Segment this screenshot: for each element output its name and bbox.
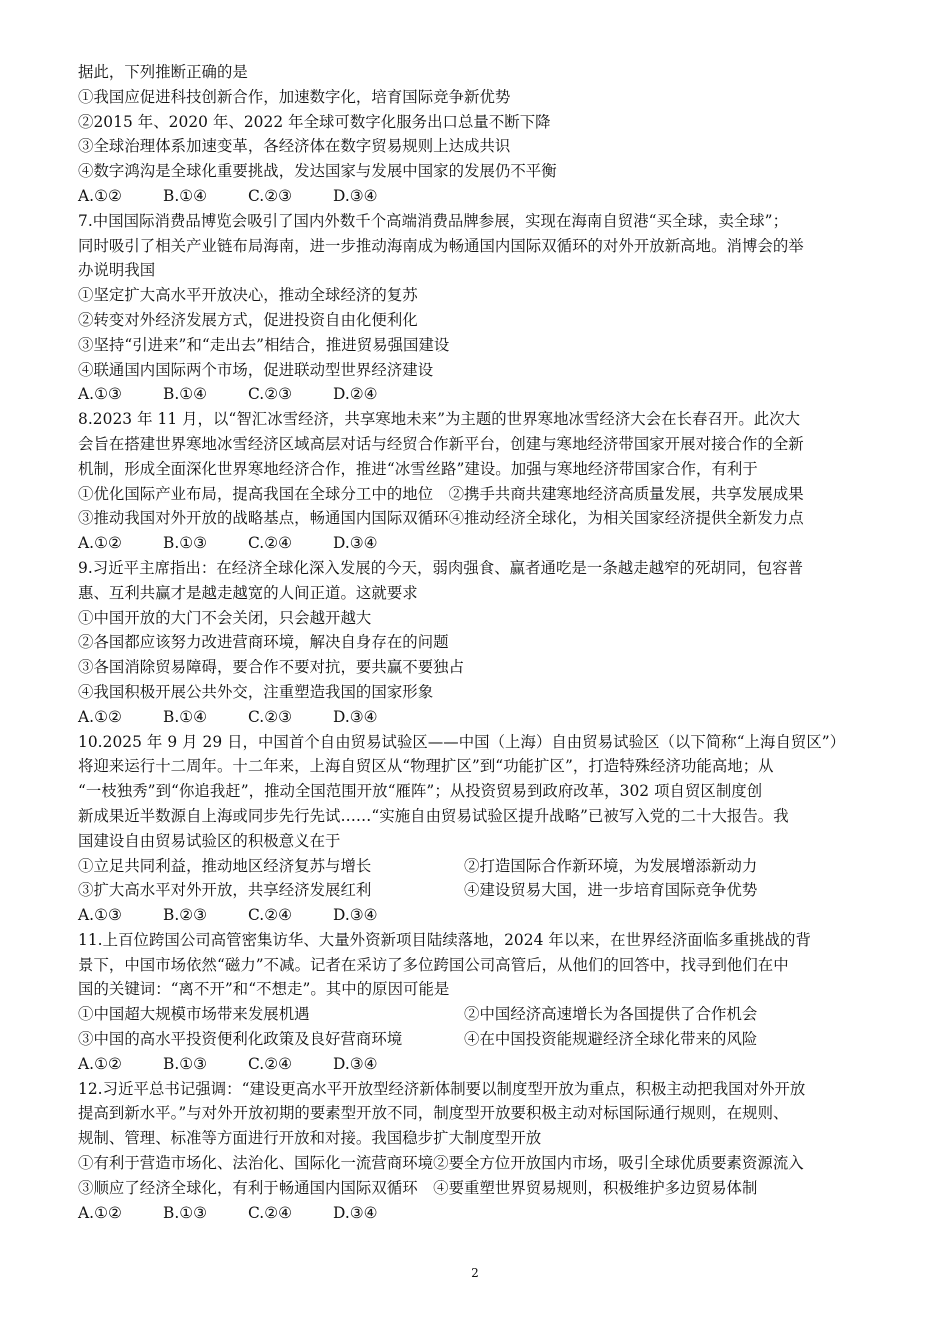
q11-stem: 国的关键词：“离不开”和“不想走”。其中的原因可能是: [78, 980, 450, 999]
q6-item: ③全球治理体系加速变革，各经济体在数字贸易规则上达成共识: [78, 137, 511, 156]
q10-options: [78, 903, 878, 928]
q12-stem: 规制、管理、标准等方面进行开放和对接。我国稳步扩大制度型开放: [78, 1129, 542, 1148]
q10-items-row: [78, 854, 878, 879]
option-d: D.③④: [333, 906, 378, 925]
q11-items-row: [78, 1002, 878, 1027]
q6-item: ④数字鸿沟是全球化重要挑战，发达国家与发展中国家的发展仍不平衡: [78, 162, 557, 181]
q11-stem: 11.上百位跨国公司高管密集访华、大量外资新项目陆续落地，2024 年以来，在世界经济面临多重挑战的背: [78, 930, 811, 949]
option-c: C.②③: [248, 707, 292, 726]
option-c: C.②④: [248, 1054, 292, 1073]
q6-item: ①我国应促进科技创新合作，加速数字化，培育国际竞争新优势: [78, 87, 511, 106]
q10-stem: 10.2025 年 9 月 29 日，中国首个自由贸易试验区——中国（上海）自由贸易试验区（以下简称“上海自贸区”）: [78, 732, 846, 751]
q10-items-row: [78, 878, 878, 903]
q6-options: [78, 184, 878, 209]
option-c: C.②④: [248, 1203, 292, 1222]
q12-item: ①有利于营造市场化、法治化、国际化一流营商环境②要全方位开放国内市场，吸引全球优质要素资源流入: [78, 1154, 804, 1173]
q11-item: ①中国超大规模市场带来发展机遇: [78, 1005, 310, 1024]
q7-stem: 7.中国国际消费品博览会吸引了国内外数千个高端消费品牌参展，实现在海南自贸港“买全球，卖全球”；: [78, 211, 789, 230]
q11-stem: 景下，中国市场依然“磁力”不减。记者在采访了多位跨国公司高管后，从他们的回答中，找寻到他们在中: [78, 955, 789, 974]
option-d: D.③④: [333, 1203, 378, 1222]
q12-stem: 12.习近平总书记强调：“建设更高水平开放型经济新体制要以制度型开放为重点，积极主动把我国对外开放: [78, 1079, 806, 1098]
q9-options: [78, 705, 878, 730]
option-a: A.①②: [78, 534, 122, 553]
q10-item: ①立足共同利益，推动地区经济复苏与增长: [78, 856, 372, 875]
q10-stem: 将迎来运行十二周年。十二年来，上海自贸区从“物理扩区”到“功能扩区”，打造特殊经济功能高地；从: [78, 757, 774, 776]
option-b: B.①④: [163, 186, 207, 205]
q7-item: ②转变对外经济发展方式，促进投资自由化便利化: [78, 310, 418, 329]
q11-options: [78, 1052, 878, 1077]
q9-item: ②各国都应该努力改进营商环境，解决自身存在的问题: [78, 633, 449, 652]
option-a: A.①②: [78, 1054, 122, 1073]
option-c: C.②④: [248, 534, 292, 553]
page-number: 2: [471, 1266, 479, 1280]
q8-stem: 机制，形成全面深化世界寒地经济合作，推进“冰雪丝路”建设。加强与寒地经济带国家合作，有利于: [78, 459, 758, 478]
q12-item: ③顺应了经济全球化，有利于畅通国内国际双循环 ④要重塑世界贸易规则，积极维护多边贸易体制: [78, 1178, 758, 1197]
option-b: B.①③: [163, 1203, 207, 1222]
q7-stem: 办说明我国: [78, 261, 156, 280]
option-c: C.②④: [248, 906, 292, 925]
q9-item: ①中国开放的大门不会关闭，只会越开越大: [78, 608, 372, 627]
exam-page: [78, 60, 878, 1225]
q8-item: ③推动我国对外开放的战略基点，畅通国内国际双循环④推动经济全球化，为相关国家经济提供全新发力点: [78, 509, 804, 528]
option-d: D.③④: [333, 707, 378, 726]
q10-stem: “一枝独秀”到“你追我赶”，推动全国范围开放“雁阵”；从投资贸易到政府改革，302 项自贸区制度创: [78, 782, 763, 801]
option-d: D.③④: [333, 534, 378, 553]
option-d: D.②④: [333, 385, 378, 404]
q7-options: [78, 382, 878, 407]
q9-stem: 惠、互利共赢才是越走越宽的人间正道。这就要求: [78, 583, 418, 602]
option-c: C.②③: [248, 385, 292, 404]
option-b: B.②③: [163, 906, 207, 925]
option-c: C.②③: [248, 186, 292, 205]
option-b: B.①④: [163, 385, 207, 404]
q10-stem: 新成果近半数源自上海或同步先行先试……“实施自由贸易试验区提升战略”已被写入党的二十大报告。我: [78, 806, 789, 825]
q10-item: ②打造国际合作新环境，为发展增添新动力: [464, 856, 758, 875]
q11-item: ④在中国投资能规避经济全球化带来的风险: [464, 1030, 758, 1049]
q11-item: ②中国经济高速增长为各国提供了合作机会: [464, 1005, 758, 1024]
option-b: B.①③: [163, 534, 207, 553]
q9-item: ③各国消除贸易障碍，要合作不要对抗，要共赢不要独占: [78, 658, 465, 677]
q12-stem: 提高到新水平。”与对外开放初期的要素型开放不同，制度型开放要积极主动对标国际通行规则，在规则、: [78, 1104, 789, 1123]
q7-item: ③坚持“引进来”和“走出去”相结合，推进贸易强国建设: [78, 335, 450, 354]
q6-item: ②2015 年、2020 年、2022 年全球可数字化服务出口总量不断下降: [78, 112, 551, 131]
q7-item: ④联通国内国际两个市场，促进联动型世界经济建设: [78, 360, 434, 379]
option-a: A.①②: [78, 1203, 122, 1222]
q11-item: ③中国的高水平投资便利化政策及良好营商环境: [78, 1030, 403, 1049]
option-a: A.①②: [78, 707, 122, 726]
q8-item: ①优化国际产业布局，提高我国在全球分工中的地位 ②携手共商共建寒地经济高质量发展，共享发展成果: [78, 484, 804, 503]
option-a: A.①③: [78, 385, 122, 404]
q9-item: ④我国积极开展公共外交，注重塑造我国的国家形象: [78, 682, 434, 701]
q6-tail: 据此，下列推断正确的是: [78, 63, 248, 81]
q7-item: ①坚定扩大高水平开放决心，推动全球经济的复苏: [78, 286, 418, 305]
option-d: D.③④: [333, 1054, 378, 1073]
option-b: B.①④: [163, 707, 207, 726]
q8-stem: 会旨在搭建世界寒地冰雪经济区域高层对话与经贸合作新平台，创建与寒地经济带国家开展对接合作的全新: [78, 434, 804, 453]
q12-options: [78, 1201, 878, 1226]
option-a: A.①②: [78, 186, 122, 205]
q8-stem: 8.2023 年 11 月，以“智汇冰雪经济，共享寒地未来”为主题的世界寒地冰雪经济大会在长春召开。此次大: [78, 410, 801, 429]
q9-stem: 9.习近平主席指出：在经济全球化深入发展的今天，弱肉强食、赢者通吃是一条越走越窄的死胡同，包容普: [78, 558, 804, 577]
option-a: A.①③: [78, 906, 122, 925]
q7-stem: 同时吸引了相关产业链布局海南，进一步推动海南成为畅通国内国际双循环的对外开放新高地。消博会的举: [78, 236, 804, 255]
q11-items-row: [78, 1027, 878, 1052]
option-b: B.①③: [163, 1054, 207, 1073]
q10-stem: 国建设自由贸易试验区的积极意义在于: [78, 831, 341, 850]
q8-options: [78, 531, 878, 556]
q10-item: ③扩大高水平对外开放，共享经济发展红利: [78, 881, 372, 900]
option-d: D.③④: [333, 186, 378, 205]
q10-item: ④建设贸易大国，进一步培育国际竞争优势: [464, 881, 758, 900]
